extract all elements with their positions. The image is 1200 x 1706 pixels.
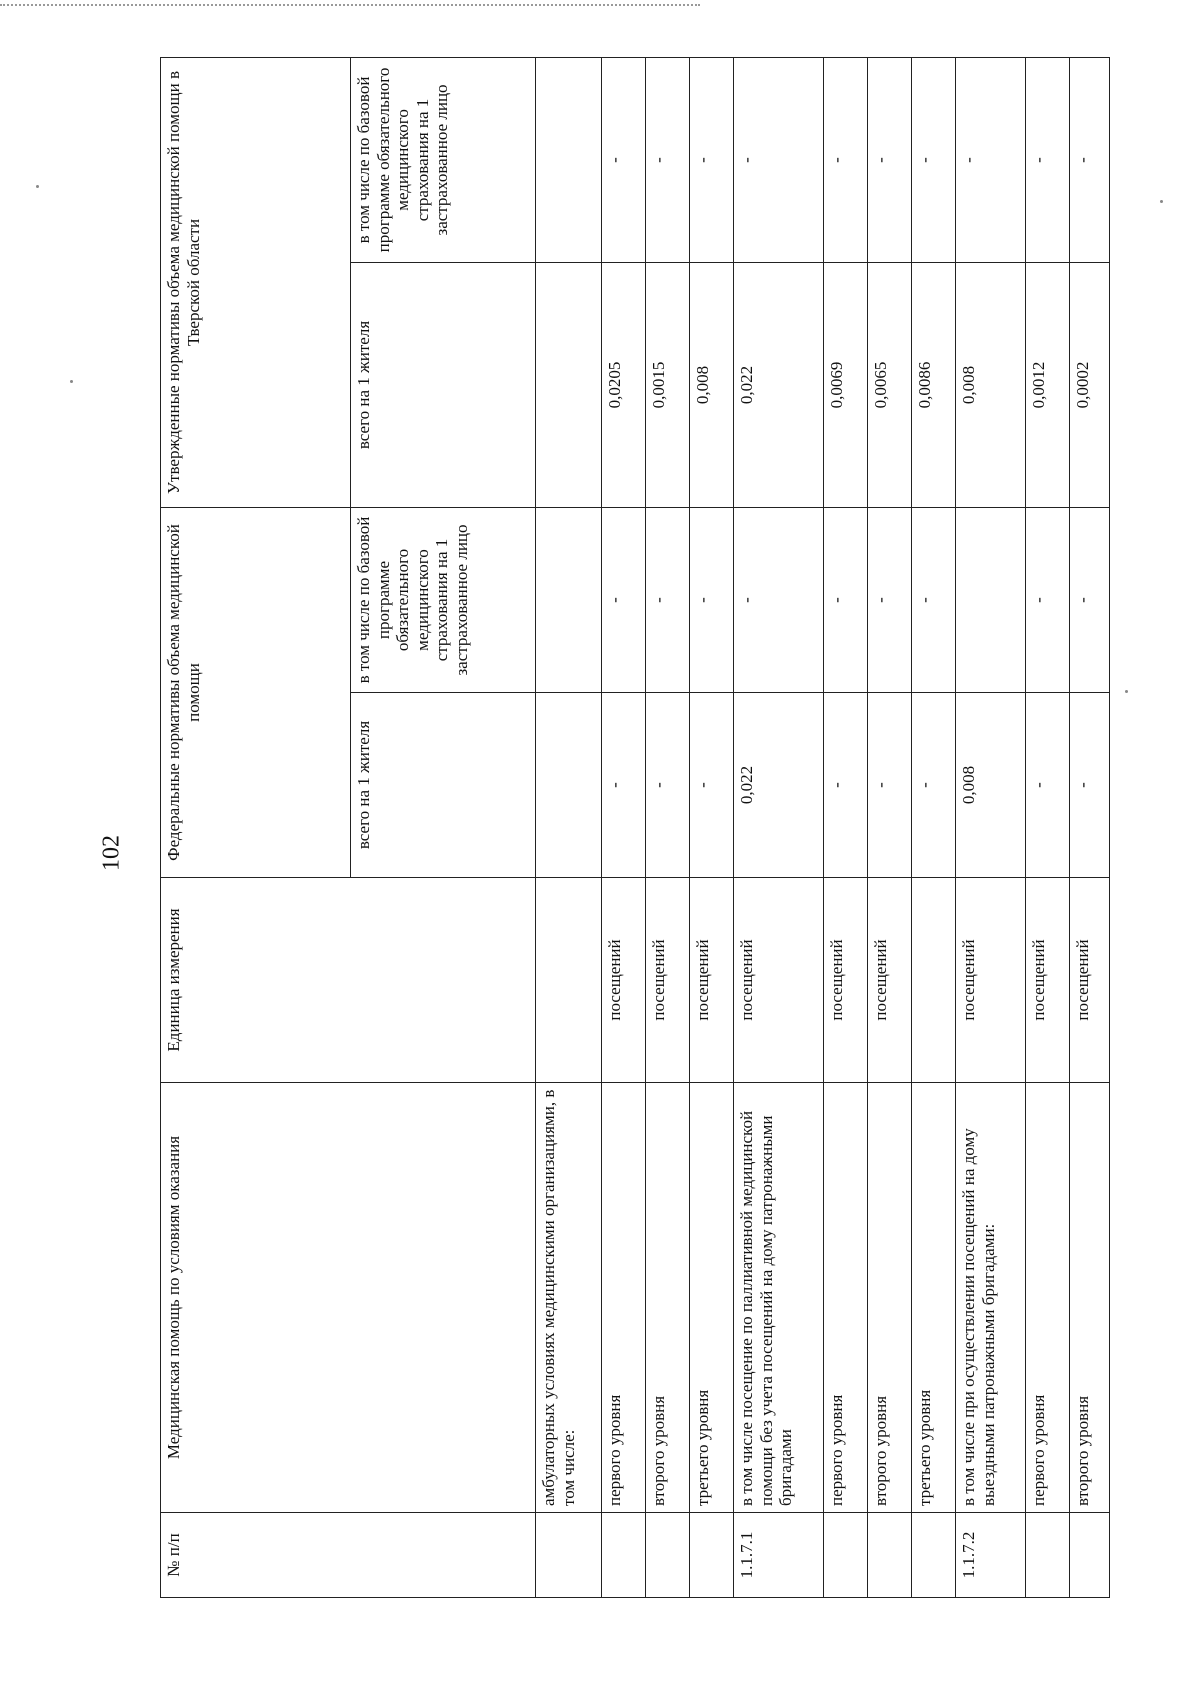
row-number: 1.1.7.2: [956, 1513, 1026, 1598]
header-unit: Единица измерения: [161, 878, 536, 1083]
row-federal-oms: -: [868, 507, 912, 692]
row-regional-oms: -: [690, 57, 734, 262]
row-federal-total: 0,008: [956, 693, 1026, 878]
scan-speck: [70, 380, 73, 383]
row-number: [1070, 1513, 1110, 1598]
row-care-name: второго уровня: [868, 1083, 912, 1513]
row-unit: посещений: [734, 878, 824, 1083]
row-unit: посещений: [690, 878, 734, 1083]
row-regional-oms: -: [1026, 57, 1070, 262]
row-care-name: первого уровня: [1026, 1083, 1070, 1513]
table-row: [734, 57, 824, 1597]
row-care-name: третьего уровня: [690, 1083, 734, 1513]
row-regional-total: 0,0002: [1070, 262, 1110, 507]
row-regional-total: 0,0012: [1026, 262, 1070, 507]
row-regional-total: 0,008: [690, 262, 734, 507]
row-regional-total: 0,0065: [868, 262, 912, 507]
table-row: [912, 57, 956, 1597]
rotated-page-content: [160, 58, 1200, 1598]
row-number: [824, 1513, 868, 1598]
row-federal-oms: -: [602, 507, 646, 692]
row-federal-oms: -: [912, 507, 956, 692]
row-federal-total: -: [602, 693, 646, 878]
row-regional-oms: [536, 57, 602, 262]
header-federal-oms: в том числе по базовой программе обязательного медицинского страхования на 1 застрахованное лицо: [351, 507, 536, 692]
row-federal-total: -: [824, 693, 868, 878]
row-regional-oms: -: [646, 57, 690, 262]
row-care-name: первого уровня: [824, 1083, 868, 1513]
row-regional-total: 0,0086: [912, 262, 956, 507]
row-federal-total: -: [868, 693, 912, 878]
row-unit: посещений: [646, 878, 690, 1083]
row-federal-oms: -: [824, 507, 868, 692]
row-federal-oms: -: [646, 507, 690, 692]
table-row: [956, 57, 1026, 1597]
scan-top-edge: [0, 4, 700, 6]
row-regional-oms: -: [868, 57, 912, 262]
row-regional-oms: -: [824, 57, 868, 262]
row-number: 1.1.7.1: [734, 1513, 824, 1598]
row-regional-total: 0,0205: [602, 262, 646, 507]
row-care-name: второго уровня: [1070, 1083, 1110, 1513]
table-row: [690, 57, 734, 1597]
scan-speck: [36, 185, 39, 188]
row-care-name: амбулаторных условиях медицинскими организациями, в том числе:: [536, 1083, 602, 1513]
row-unit: [912, 878, 956, 1083]
row-federal-oms: [536, 507, 602, 692]
table-row: [602, 57, 646, 1597]
table-row: [824, 57, 868, 1597]
row-regional-oms: -: [1070, 57, 1110, 262]
row-federal-total: -: [690, 693, 734, 878]
row-regional-total: 0,022: [734, 262, 824, 507]
header-regional-oms: в том числе по базовой программе обязательного медицинского страхования на 1 застрахованное лицо: [351, 57, 536, 262]
row-federal-oms: -: [690, 507, 734, 692]
row-unit: посещений: [956, 878, 1026, 1083]
row-regional-oms: -: [956, 57, 1026, 262]
row-unit: посещений: [602, 878, 646, 1083]
row-number: [912, 1513, 956, 1598]
row-care-name: первого уровня: [602, 1083, 646, 1513]
header-regional-norms: Утвержденные нормативы объема медицинской помощи в Тверской области: [161, 57, 351, 507]
header-federal-total: всего на 1 жителя: [351, 693, 536, 878]
row-unit: посещений: [1070, 878, 1110, 1083]
row-number: [690, 1513, 734, 1598]
row-unit: посещений: [1026, 878, 1070, 1083]
row-federal-oms: -: [734, 507, 824, 692]
row-regional-total: 0,0069: [824, 262, 868, 507]
row-regional-oms: -: [602, 57, 646, 262]
header-care-conditions: Медицинская помощь по условиям оказания: [161, 1083, 536, 1513]
header-regional-total: всего на 1 жителя: [351, 262, 536, 507]
table-row: [536, 57, 602, 1597]
table-row: [646, 57, 690, 1597]
header-number: № п/п: [161, 1513, 536, 1598]
row-number: [536, 1513, 602, 1598]
row-federal-oms: -: [1070, 507, 1110, 692]
row-federal-total: -: [1026, 693, 1070, 878]
table-row: [1070, 57, 1110, 1597]
medical-care-norms-table: [160, 57, 1110, 1598]
row-number: [602, 1513, 646, 1598]
row-number: [868, 1513, 912, 1598]
row-federal-total: -: [646, 693, 690, 878]
row-regional-oms: -: [912, 57, 956, 262]
page-number: 102: [98, 835, 125, 871]
row-unit: посещений: [868, 878, 912, 1083]
row-regional-oms: -: [734, 57, 824, 262]
row-federal-total: [536, 693, 602, 878]
row-federal-oms: -: [1026, 507, 1070, 692]
row-care-name: в том числе при осуществлении посещений на дому выездными патронажными бригадами:: [956, 1083, 1026, 1513]
row-federal-total: 0,022: [734, 693, 824, 878]
row-federal-total: -: [912, 693, 956, 878]
row-number: [646, 1513, 690, 1598]
row-unit: посещений: [824, 878, 868, 1083]
row-federal-oms: [956, 507, 1026, 692]
row-number: [1026, 1513, 1070, 1598]
row-care-name: в том числе посещение по паллиативной медицинской помощи без учета посещений на дому патронажными бригадами: [734, 1083, 824, 1513]
row-federal-total: -: [1070, 693, 1110, 878]
table-row: [1026, 57, 1070, 1597]
table-row: [868, 57, 912, 1597]
row-regional-total: 0,0015: [646, 262, 690, 507]
row-unit: [536, 878, 602, 1083]
row-regional-total: [536, 262, 602, 507]
row-regional-total: 0,008: [956, 262, 1026, 507]
row-care-name: второго уровня: [646, 1083, 690, 1513]
row-care-name: третьего уровня: [912, 1083, 956, 1513]
header-federal-norms: Федеральные нормативы объема медицинской помощи: [161, 507, 351, 877]
